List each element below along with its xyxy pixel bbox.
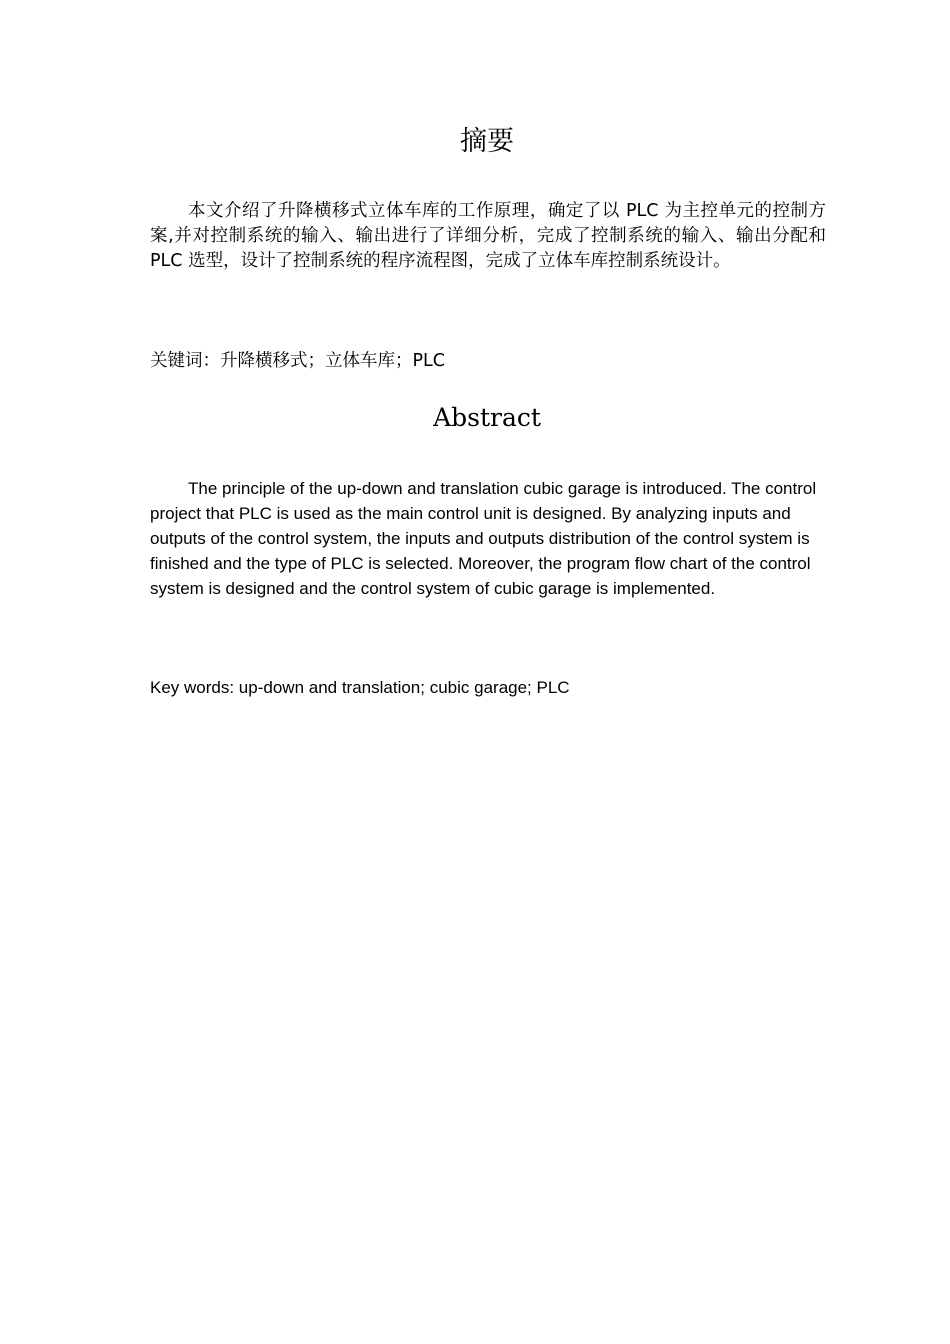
english-abstract-body: The principle of the up-down and translation cubic garage is introduced. The control project that PLC is used as the main control unit is designed. By analyzing inputs and outputs of the control system, the inputs and outputs distribution of the control system is finished and the type of PLC is selected. Moreover, the program flow chart of the control system is designed and the control system of cubic garage is implemented. xyxy=(150,479,817,598)
chinese-abstract-body: 本文介绍了升降横移式立体车库的工作原理，确定了以 PLC 为主控单元的控制方案,并对控制系统的输入、输出进行了详细分析，完成了控制系统的输入、输出分配和 PLC 选型，设计了控制系统的程序流程图，完成了立体车库控制系统设计。 xyxy=(150,201,826,271)
chinese-keywords: 关键词：升降横移式；立体车库；PLC xyxy=(150,351,446,371)
chinese-abstract-title: 摘要 xyxy=(460,126,514,157)
english-abstract-title: Abstract xyxy=(433,403,541,432)
english-keywords: Key words: up-down and translation; cubic garage; PLC xyxy=(150,678,570,697)
